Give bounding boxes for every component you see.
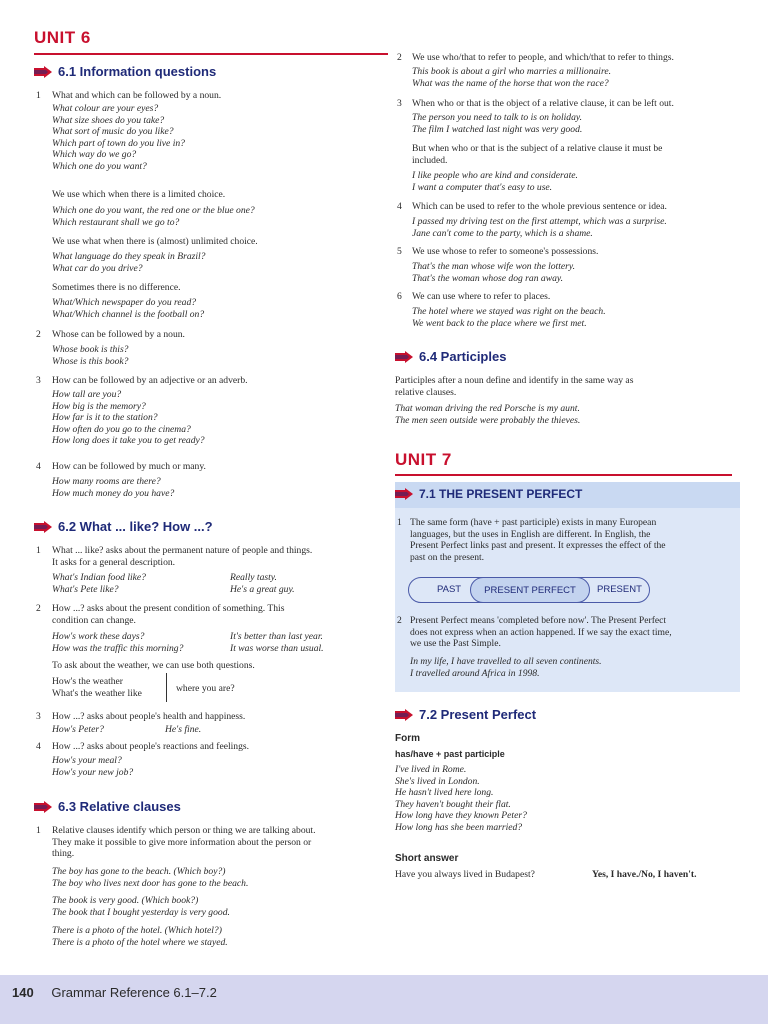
example-line: She's lived in London. <box>395 775 480 787</box>
example-line: Whose is this book? <box>52 355 129 367</box>
paragraph-line: we use the Past Simple. <box>410 638 501 650</box>
example-line: I like people who are kind and considerate. <box>412 170 578 181</box>
example-line: The person you need to talk to is on holiday. <box>412 112 583 123</box>
paragraph <box>410 615 672 650</box>
example-line: Which restaurant shall we go to? <box>52 216 180 228</box>
example-list <box>52 344 128 367</box>
paragraph <box>52 825 316 860</box>
section-arrow-icon <box>395 709 413 721</box>
section-arrow-icon <box>395 488 413 500</box>
section-6-2-heading <box>34 519 213 534</box>
paragraph-line: The same form (have + past participle) exists in many European <box>410 517 657 528</box>
paragraph: How ...? asks about the present condition of something. This <box>52 603 285 614</box>
example-list <box>410 656 602 679</box>
item-number: 1 <box>36 90 41 101</box>
timeline-present: PRESENT <box>597 584 642 595</box>
paragraph: condition can change. <box>52 615 136 626</box>
paragraph: Sometimes there is no difference. <box>52 282 181 293</box>
item-number: 3 <box>36 711 41 722</box>
section-arrow-icon <box>34 521 52 533</box>
paragraph-line: They make it possible to give more information about the person or <box>52 836 312 848</box>
example-list <box>395 403 580 426</box>
item-number: 1 <box>36 545 41 556</box>
example-line: What was the name of the horse that won the race? <box>412 77 609 89</box>
example-q: How's Peter? <box>52 724 104 735</box>
item-number: 1 <box>36 825 41 836</box>
example-line: I've lived in Rome. <box>395 764 467 775</box>
section-arrow-icon <box>395 351 413 363</box>
bracket-line <box>166 673 167 702</box>
paragraph: Whose can be followed by a noun. <box>52 329 185 340</box>
item-number: 4 <box>36 741 41 752</box>
example-line: What colour are your eyes? <box>52 103 159 114</box>
example-list <box>52 755 133 778</box>
form-heading: Form <box>395 733 420 744</box>
section-6-1-title: 6.1 Information questions <box>58 64 217 79</box>
section-7-2-title: 7.2 Present Perfect <box>419 707 537 722</box>
item-number: 6 <box>397 291 402 302</box>
example-line: The boy has gone to the beach. (Which boy?) <box>52 866 226 877</box>
form-formula: has/have + past participle <box>395 749 505 759</box>
example-line: There is a photo of the hotel where we stayed. <box>52 937 228 948</box>
example-line: How many rooms are there? <box>52 476 161 487</box>
example-line: The boy who lives next door has gone to the beach. <box>52 878 249 889</box>
example-line: How big is the memory? <box>52 400 146 412</box>
short-answer-question: Have you always lived in Budapest? <box>395 869 535 880</box>
paragraph-line: relative clauses. <box>395 386 457 398</box>
example-line: How long have they known Peter? <box>395 810 527 822</box>
paragraph: We use what when there is (almost) unlimited choice. <box>52 236 258 247</box>
item-number: 2 <box>36 329 41 340</box>
example-line: I passed my driving test on the first attempt, which was a surprise. <box>412 216 667 227</box>
paragraph: How ...? asks about people's reactions and feelings. <box>52 741 250 752</box>
paragraph-line: Present Perfect links past and present. It expresses the effect of the <box>410 540 666 552</box>
example-line: I want a computer that's easy to use. <box>412 181 553 193</box>
unit-6-rule <box>34 53 388 55</box>
example-q: What's Pete like? <box>52 584 119 595</box>
footer-label: Grammar Reference 6.1–7.2 <box>51 985 217 1000</box>
item-number: 2 <box>397 52 402 63</box>
example-a: He's fine. <box>165 724 202 735</box>
example-list <box>52 297 204 320</box>
example-q: What's Indian food like? <box>52 572 146 583</box>
unit-6-heading: UNIT 6 <box>34 28 91 47</box>
paragraph: What and which can be followed by a noun. <box>52 90 222 101</box>
footer-text <box>12 985 217 1000</box>
example-list <box>412 112 582 135</box>
example-list <box>412 170 578 193</box>
section-7-1-heading <box>395 487 582 501</box>
example-line: Whose book is this? <box>52 344 129 355</box>
paragraph-line: thing. <box>52 848 75 860</box>
example-list <box>412 261 575 284</box>
example-list <box>52 103 185 173</box>
weather-question: What's the weather like <box>52 688 142 699</box>
example-line: They haven't bought their flat. <box>395 798 511 810</box>
example-line: How tall are you? <box>52 389 122 400</box>
paragraph <box>395 375 633 398</box>
item-number: 3 <box>397 98 402 109</box>
paragraph-line: included. <box>412 154 448 166</box>
paragraph-line: past on the present. <box>410 551 485 563</box>
section-arrow-icon <box>34 801 52 813</box>
example-line: We went back to the place where we first met. <box>412 317 587 329</box>
example-line: The men seen outside were probably the thieves. <box>395 414 581 426</box>
example-line: He hasn't lived here long. <box>395 787 494 799</box>
example-line: This book is about a girl who marries a millionaire. <box>412 66 611 77</box>
example-line: The book is very good. (Which book?) <box>52 895 199 906</box>
example-q: How's work these days? <box>52 631 145 642</box>
item-number: 2 <box>36 603 41 614</box>
example-list <box>412 216 667 239</box>
section-7-2-heading <box>395 707 536 722</box>
item-number: 2 <box>397 615 402 626</box>
example-a: He's a great guy. <box>230 584 295 595</box>
example-list <box>52 389 205 447</box>
paragraph: What ... like? asks about the permanent nature of people and things. <box>52 545 313 556</box>
example-line: Jane can't come to the party, which is a shame. <box>412 227 593 239</box>
example-line: What sort of music do you like? <box>52 126 174 138</box>
section-6-3-heading <box>34 799 181 814</box>
example-line: In my life, I have travelled to all seven continents. <box>410 656 602 667</box>
paragraph <box>412 143 662 166</box>
example-line: What car do you drive? <box>52 262 143 274</box>
paragraph: We use whose to refer to someone's possessions. <box>412 246 599 257</box>
section-6-3-title: 6.3 Relative clauses <box>58 799 181 814</box>
example-line: Which one do you want, the red one or the blue one? <box>52 205 255 216</box>
paragraph-line: does not express when an action happened. If we say the exact time, <box>410 626 672 638</box>
item-number: 3 <box>36 375 41 386</box>
example-line: How much money do you have? <box>52 487 175 499</box>
example-line: How far is it to the station? <box>52 412 158 424</box>
paragraph-line: But when who or that is the subject of a relative clause it must be <box>412 143 663 154</box>
example-line: There is a photo of the hotel. (Which hotel?) <box>52 925 222 936</box>
item-number: 5 <box>397 246 402 257</box>
example-line: That's the man whose wife won the lottery. <box>412 261 576 272</box>
example-a: Really tasty. <box>230 572 277 583</box>
example-line: I travelled around Africa in 1998. <box>410 667 540 679</box>
example-line: How's your new job? <box>52 766 134 778</box>
section-arrow-icon <box>34 66 52 78</box>
example-a: It was worse than usual. <box>230 643 324 654</box>
example-q: How was the traffic this morning? <box>52 643 184 654</box>
unit-7-rule <box>395 474 732 476</box>
short-answer-heading: Short answer <box>395 853 459 864</box>
paragraph-line: languages, but the uses in English are different. In English, the <box>410 528 651 540</box>
timeline-present-perfect <box>470 577 590 603</box>
example-line: The film I watched last night was very good. <box>412 123 583 135</box>
example-line: How often do you go to the cinema? <box>52 423 191 435</box>
section-6-1-heading <box>34 64 216 79</box>
example-line: Which way do we go? <box>52 149 137 161</box>
example-list <box>52 251 205 274</box>
example-line: What size shoes do you take? <box>52 114 165 126</box>
example-line: That woman driving the red Porsche is my aunt. <box>395 403 580 414</box>
example-line: How long does it take you to get ready? <box>52 435 205 447</box>
example-line: How's your meal? <box>52 755 122 766</box>
example-list <box>412 66 611 89</box>
paragraph: How can be followed by an adjective or an adverb. <box>52 375 248 386</box>
example-line: How long has she been married? <box>395 821 523 833</box>
paragraph: We use which when there is a limited choice. <box>52 189 226 200</box>
example-list <box>52 476 174 499</box>
example-line: The book that I bought yesterday is very good. <box>52 907 230 918</box>
section-6-2-title: 6.2 What ... like? How ...? <box>58 519 213 534</box>
example-line: Which part of town do you live in? <box>52 137 185 149</box>
paragraph: How can be followed by much or many. <box>52 461 206 472</box>
paragraph: To ask about the weather, we can use both questions. <box>52 660 255 671</box>
paragraph <box>410 517 666 563</box>
item-number: 4 <box>36 461 41 472</box>
paragraph: It asks for a general description. <box>52 557 176 568</box>
example-list <box>395 764 527 834</box>
item-number: 4 <box>397 201 402 212</box>
paragraph: When who or that is the object of a relative clause, it can be left out. <box>412 98 674 109</box>
example-line: Which one do you want? <box>52 160 147 172</box>
example-line: That's the woman whose dog ran away. <box>412 272 564 284</box>
section-6-4-heading <box>395 349 506 364</box>
example-list <box>412 306 606 329</box>
example-line: The hotel where we stayed was right on the beach. <box>412 306 606 317</box>
unit-7-heading: UNIT 7 <box>395 450 452 469</box>
example-line: What/Which newspaper do you read? <box>52 297 197 308</box>
weather-ending: where you are? <box>176 683 235 694</box>
item-number: 1 <box>397 517 402 528</box>
page-number: 140 <box>12 985 34 1000</box>
paragraph-line: Participles after a noun define and identify in the same way as <box>395 375 634 386</box>
example-line: What/Which channel is the football on? <box>52 308 205 320</box>
paragraph-line: Relative clauses identify which person or thing we are talking about. <box>52 825 316 836</box>
paragraph: How ...? asks about people's health and happiness. <box>52 711 246 722</box>
short-answer-answer: Yes, I have./No, I haven't. <box>592 869 697 880</box>
example-a: It's better than last year. <box>230 631 323 642</box>
paragraph-line: Present Perfect means 'completed before now'. The Present Perfect <box>410 615 667 626</box>
paragraph: We use who/that to refer to people, and which/that to refer to things. <box>412 52 674 63</box>
timeline-past: PAST <box>437 584 462 595</box>
timeline-present-perfect-label: PRESENT PERFECT <box>484 584 576 596</box>
example-line: What language do they speak in Brazil? <box>52 251 206 262</box>
paragraph: We can use where to refer to places. <box>412 291 551 302</box>
section-7-1-title: 7.1 THE PRESENT PERFECT <box>419 487 583 501</box>
section-6-4-title: 6.4 Participles <box>419 349 507 364</box>
weather-question: How's the weather <box>52 676 123 687</box>
example-list <box>52 205 255 228</box>
paragraph: Which can be used to refer to the whole previous sentence or idea. <box>412 201 667 212</box>
